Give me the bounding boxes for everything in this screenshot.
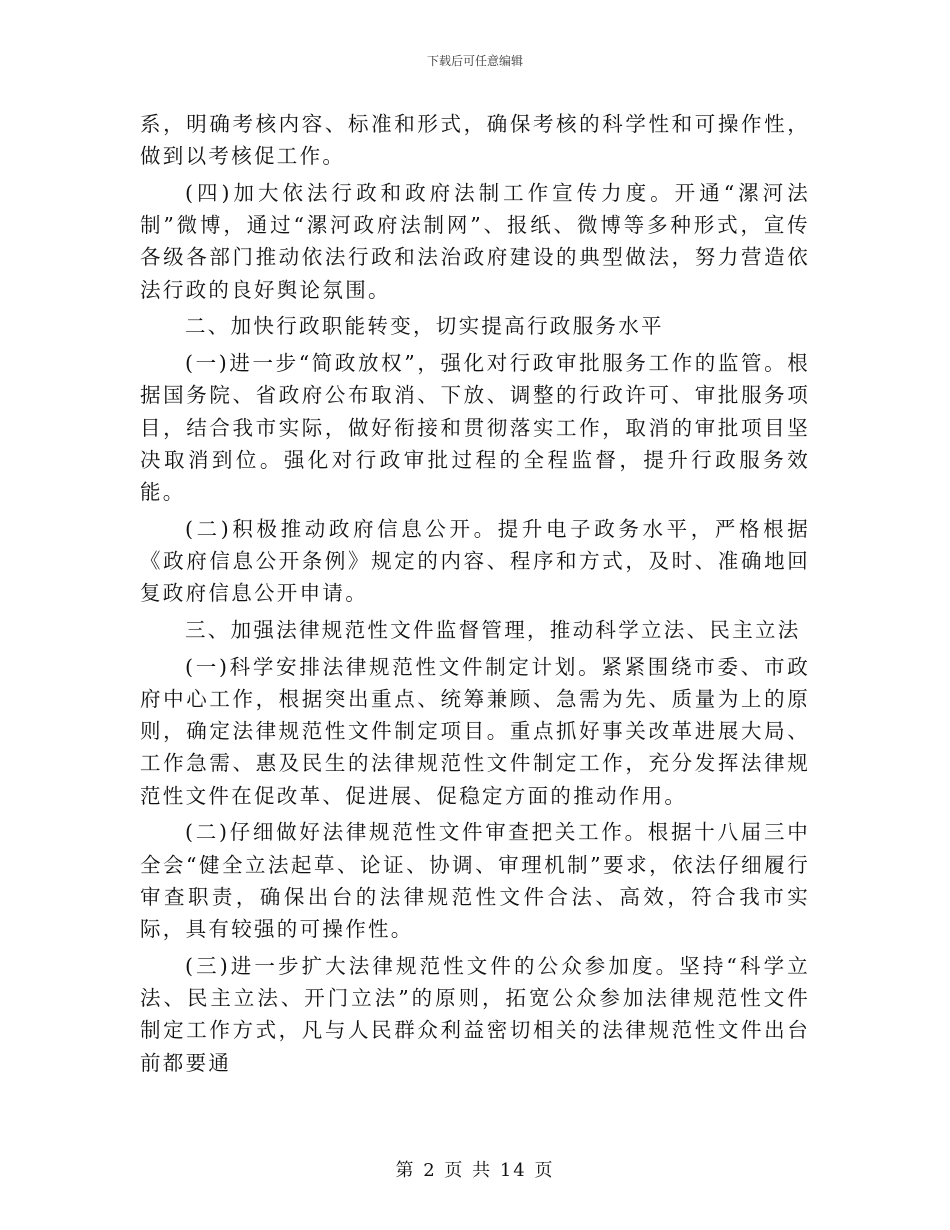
paragraph: (一)进一步“简政放权”，强化对行政审批服务工作的监管。根据国务院、省政府公布取消、下放、调整的行政许可、审批服务项目，结合我市实际，做好衔接和贯彻落实工作，取消的审批项目坚决取消到位。强化对行政审批过程的全程监督，提升行政服务效能。 xyxy=(140,350,810,505)
section-heading: 二、加快行政职能转变，切实提高行政服务水平 xyxy=(185,314,664,339)
paragraph: (一)科学安排法律规范性文件制定计划。紧紧围绕市委、市政府中心工作，根据突出重点、统筹兼顾、急需为先、质量为上的原则，确定法律规范性文件制定项目。重点抓好事关改革进展大局、工作急需、惠及民生的法律规范性文件制定工作，充分发挥法律规范性文件在促改革、促进展、促稳定方面的推动作用。 xyxy=(140,654,810,808)
paragraph: (四)加大依法行政和政府法制工作宣传力度。开通“漯河法制”微博，通过“漯河政府法制网”、报纸、微博等多种形式，宣传各级各部门推动依法行政和法治政府建设的典型做法，努力营造依法行政的良好舆论氛围。 xyxy=(140,180,810,302)
page-header: 下载后可任意编辑 xyxy=(426,54,523,68)
paragraph: (二)积极推动政府信息公开。提升电子政务水平，严格根据《政府信息公开条例》规定的内容、程序和方式，及时、准确地回复政府信息公开申请。 xyxy=(140,516,810,606)
section-heading: 三、加强法律规范性文件监督管理，推动科学立法、民主立法 xyxy=(185,617,801,642)
paragraph: 系，明确考核内容、标准和形式，确保考核的科学性和可操作性，做到以考核促工作。 xyxy=(140,112,810,169)
paragraph: (二)仔细做好法律规范性文件审查把关工作。根据十八届三中全会“健全立法起草、论证、协调、审理机制”要求，依法仔细履行审查职责，确保出台的法律规范性文件合法、高效，符合我市实际，具有较强的可操作性。 xyxy=(140,820,810,942)
paragraph: (三)进一步扩大法律规范性文件的公众参加度。坚持“科学立法、民主立法、开门立法”的原则，拓宽公众参加法律规范性文件制定工作方式，凡与人民群众利益密切相关的法律规范性文件出台前都要通 xyxy=(140,953,810,1075)
document-body xyxy=(140,108,810,1083)
page-number-footer: 第 2 页 共 14 页 xyxy=(395,1160,555,1181)
